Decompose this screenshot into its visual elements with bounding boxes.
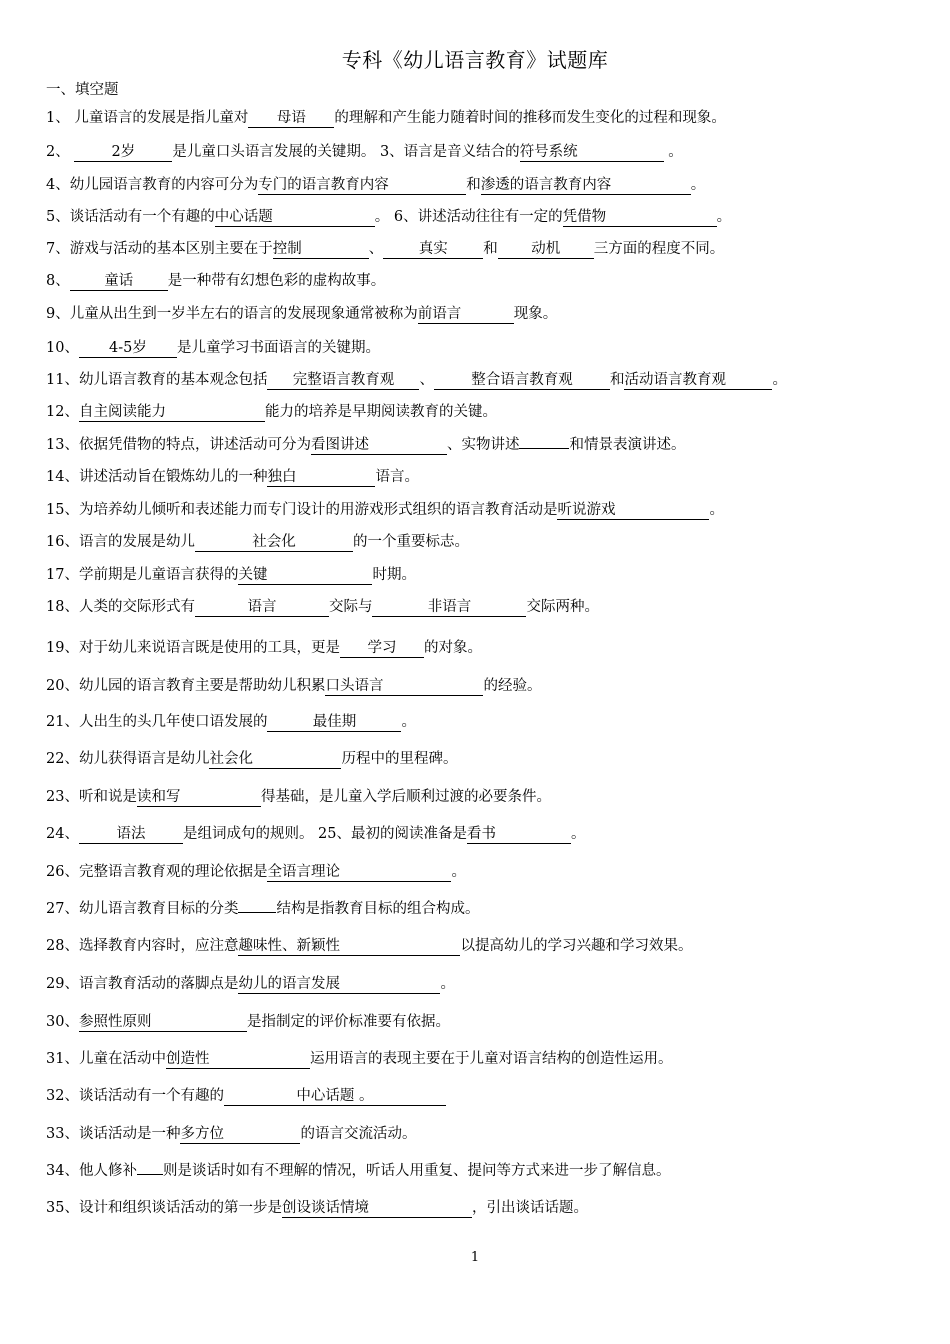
section-heading: 一、填空题 (46, 82, 119, 98)
question-line (46, 402, 497, 422)
question-text: 、实物讲述 (446, 437, 520, 453)
question-text: 结构是指教育目标的组合构成。 (276, 901, 480, 917)
question-text: 17、学前期是儿童语言获得的 (46, 567, 239, 583)
question-text: 1、 儿童语言的发展是指儿童对 (46, 110, 249, 126)
answer-blank: 社会化 (209, 751, 341, 769)
question-text: ，引出谈话话题。 (471, 1200, 588, 1216)
answer-blank: 真实 (383, 241, 483, 259)
answer-blank: 渗透的语言教育内容 (481, 177, 691, 195)
question-line (46, 532, 469, 552)
question-line (46, 824, 586, 844)
question-line (46, 1124, 416, 1144)
page-title: 专科《幼儿语言教育》试题库 (341, 48, 609, 72)
question-line (46, 1049, 672, 1069)
question-line (46, 974, 455, 994)
answer-blank: 符号系统 (520, 144, 664, 162)
question-line (46, 304, 557, 324)
answer-blank: 童话 (70, 273, 168, 291)
answer-blank: 非语言 (372, 599, 526, 617)
question-text: 13、依据凭借物的特点，讲述活动可分为 (46, 437, 311, 453)
answer-blank: 社会化 (195, 534, 353, 552)
question-text: 则是谈话时如有不理解的情况，听话人用重复、提问等方式来进一步了解信息。 (162, 1163, 671, 1179)
question-text: 14、讲述活动旨在锻炼幼儿的一种 (46, 469, 268, 485)
question-text: 。 (709, 502, 724, 518)
answer-blank (137, 1174, 163, 1175)
question-line (46, 597, 599, 617)
question-text: 和 (609, 372, 625, 388)
question-line (46, 370, 787, 390)
question-text: 10、 (46, 340, 79, 356)
question-text: 语言。 (375, 469, 419, 485)
question-line (46, 862, 466, 882)
question-text: 8、 (46, 273, 70, 289)
question-line (46, 712, 416, 732)
question-line (46, 271, 385, 291)
answer-blank: 语言 (195, 599, 329, 617)
question-text: 历程中的里程碑。 (341, 751, 458, 767)
answer-blank: 参照性原则 (79, 1014, 247, 1032)
question-line (46, 1198, 588, 1218)
answer-blank: 看图讲述 (311, 437, 447, 455)
question-text: 是组词成句的规则。 25、最初的阅读准备是 (182, 826, 468, 842)
answer-blank: 整合语言教育观 (434, 372, 610, 390)
question-line (46, 239, 724, 259)
question-text: 28、选择教育内容时，应注意 (46, 938, 239, 954)
question-text: 运用语言的表现主要在于儿童对语言结构的创造性运用。 (309, 1051, 673, 1067)
question-text: 5、谈话活动有一个有趣的 (46, 209, 215, 225)
answer-blank (238, 912, 276, 913)
question-text: 交际两种。 (526, 599, 599, 615)
answer-blank: 语法 (79, 826, 183, 844)
question-text: 是儿童口头语言发展的关键期。 3、语言是音义结合的 (172, 144, 520, 160)
answer-blank: 2岁 (74, 144, 172, 162)
answer-blank: 专门的语言教育内容 (258, 177, 466, 195)
answer-blank (519, 448, 569, 449)
question-line (46, 108, 726, 128)
question-text: 。 (772, 372, 787, 388)
question-text: 23、听和说是 (46, 789, 137, 805)
question-line (46, 467, 419, 487)
answer-blank: 完整语言教育观 (267, 372, 419, 390)
question-text: 是一种带有幻想色彩的虚构故事。 (167, 273, 386, 289)
question-text: 20、幼儿园的语言教育主要是帮助幼儿积累 (46, 678, 326, 694)
answer-blank: 创设谈话情境 (282, 1200, 472, 1218)
question-text: 。 (401, 714, 416, 730)
answer-blank: 动机 (498, 241, 594, 259)
question-text: 现象。 (513, 306, 558, 322)
answer-blank: 最佳期 (267, 714, 401, 732)
question-text: 9、儿童从出生到一岁半左右的语言的发展现象通常被称为 (46, 306, 418, 322)
question-text: 2、 (46, 144, 75, 160)
question-text: 、 (419, 372, 434, 388)
question-line (46, 500, 724, 520)
question-text: 以提高幼儿的学习兴趣和学习效果。 (460, 938, 693, 954)
question-line (46, 936, 692, 956)
question-line (46, 207, 731, 227)
question-line (46, 338, 380, 358)
question-text: 。 6、讲述活动往往有一定的 (374, 209, 563, 225)
question-text: 27、幼儿语言教育目标的分类 (46, 901, 239, 917)
answer-blank: 全语言理论 (267, 864, 451, 882)
question-text: 18、人类的交际形式有 (46, 599, 195, 615)
question-text: 得基础，是儿童入学后顺利过渡的必要条件。 (260, 789, 551, 805)
answer-blank: 中心话题 。 (224, 1088, 446, 1106)
answer-blank: 前语言 (418, 306, 514, 324)
question-text: 21、人出生的头几年使口语发展的 (46, 714, 268, 730)
answer-blank: 学习 (340, 640, 424, 658)
question-line (46, 1161, 670, 1181)
question-text: 31、儿童在活动中 (46, 1051, 166, 1067)
question-text: 22、幼儿获得语言是幼儿 (46, 751, 210, 767)
question-text: 的对象。 (423, 640, 482, 656)
question-line (46, 787, 551, 807)
question-line (46, 676, 541, 696)
answer-blank: 听说游戏 (557, 502, 709, 520)
question-text: 12、 (46, 404, 79, 420)
answer-blank: 控制 (273, 241, 369, 259)
question-text: 15、为培养幼儿倾听和表述能力而专门设计的用游戏形式组织的语言教育活动是 (46, 502, 558, 518)
answer-blank: 趣味性、新颖性 (238, 938, 460, 956)
question-line (46, 175, 705, 195)
question-line (46, 749, 457, 769)
question-text: 的经验。 (483, 678, 542, 694)
question-text: 和情景表演讲述。 (569, 437, 686, 453)
question-text: 和 (483, 241, 498, 257)
question-text: 。 (571, 826, 586, 842)
answer-blank: 口头语言 (325, 678, 483, 696)
question-text: 。 (690, 177, 706, 193)
question-line (46, 565, 416, 585)
question-text: 和 (466, 177, 481, 193)
answer-blank: 幼儿的语言发展 (238, 976, 440, 994)
question-text: 26、完整语言教育观的理论依据是 (46, 864, 268, 880)
question-text: 7、游戏与活动的基本区别主要在于 (46, 241, 273, 257)
question-text: 30、 (46, 1014, 79, 1030)
answer-blank: 看书 (467, 826, 571, 844)
question-text: 。 (716, 209, 732, 225)
question-text: 时期。 (372, 567, 416, 583)
question-line (46, 638, 482, 658)
answer-blank: 凭借物 (563, 209, 717, 227)
question-text: 。 (451, 864, 466, 880)
question-text: 交际与 (328, 599, 373, 615)
question-text: 。 (440, 976, 455, 992)
page-number: 1 (470, 1250, 480, 1265)
answer-blank: 多方位 (180, 1126, 300, 1144)
question-line (46, 1012, 450, 1032)
answer-blank: 母语 (248, 110, 334, 128)
question-text: 33、谈话活动是一种 (46, 1126, 181, 1142)
question-line (46, 1086, 446, 1106)
answer-blank: 创造性 (166, 1051, 310, 1069)
question-text: 、 (368, 241, 384, 257)
question-text: 34、他人修补 (46, 1163, 137, 1179)
question-text: 是指制定的评价标准要有依据。 (246, 1014, 450, 1030)
question-text: 16、语言的发展是幼儿 (46, 534, 195, 550)
question-text: 的语言交流活动。 (300, 1126, 417, 1142)
question-text: 35、设计和组织谈话活动的第一步是 (46, 1200, 282, 1216)
question-text: 24、 (46, 826, 79, 842)
question-text: 19、对于幼儿来说语言既是使用的工具，更是 (46, 640, 340, 656)
question-text: 11、幼儿语言教育的基本观念包括 (46, 372, 268, 388)
answer-blank: 独白 (267, 469, 375, 487)
question-text: 32、谈话活动有一个有趣的 (46, 1088, 224, 1104)
question-text: 。 (663, 144, 683, 160)
question-text: 能力的培养是早期阅读教育的关键。 (264, 404, 497, 420)
answer-blank: 活动语言教育观 (624, 372, 772, 390)
question-text: 的一个重要标志。 (352, 534, 469, 550)
answer-blank: 自主阅读能力 (79, 404, 265, 422)
answer-blank: 读和写 (137, 789, 261, 807)
question-line (46, 435, 685, 455)
answer-blank: 关键 (238, 567, 372, 585)
question-text: 是儿童学习书面语言的关键期。 (176, 340, 380, 356)
question-line (46, 142, 683, 162)
question-text: 4、幼儿园语言教育的内容可分为 (46, 177, 259, 193)
question-text: 29、语言教育活动的落脚点是 (46, 976, 239, 992)
question-line (46, 899, 479, 919)
question-text: 的理解和产生能力随着时间的推移而发生变化的过程和现象。 (334, 110, 726, 126)
answer-blank: 4-5岁 (79, 340, 177, 358)
answer-blank: 中心话题 (215, 209, 375, 227)
question-text: 三方面的程度不同。 (593, 241, 725, 257)
